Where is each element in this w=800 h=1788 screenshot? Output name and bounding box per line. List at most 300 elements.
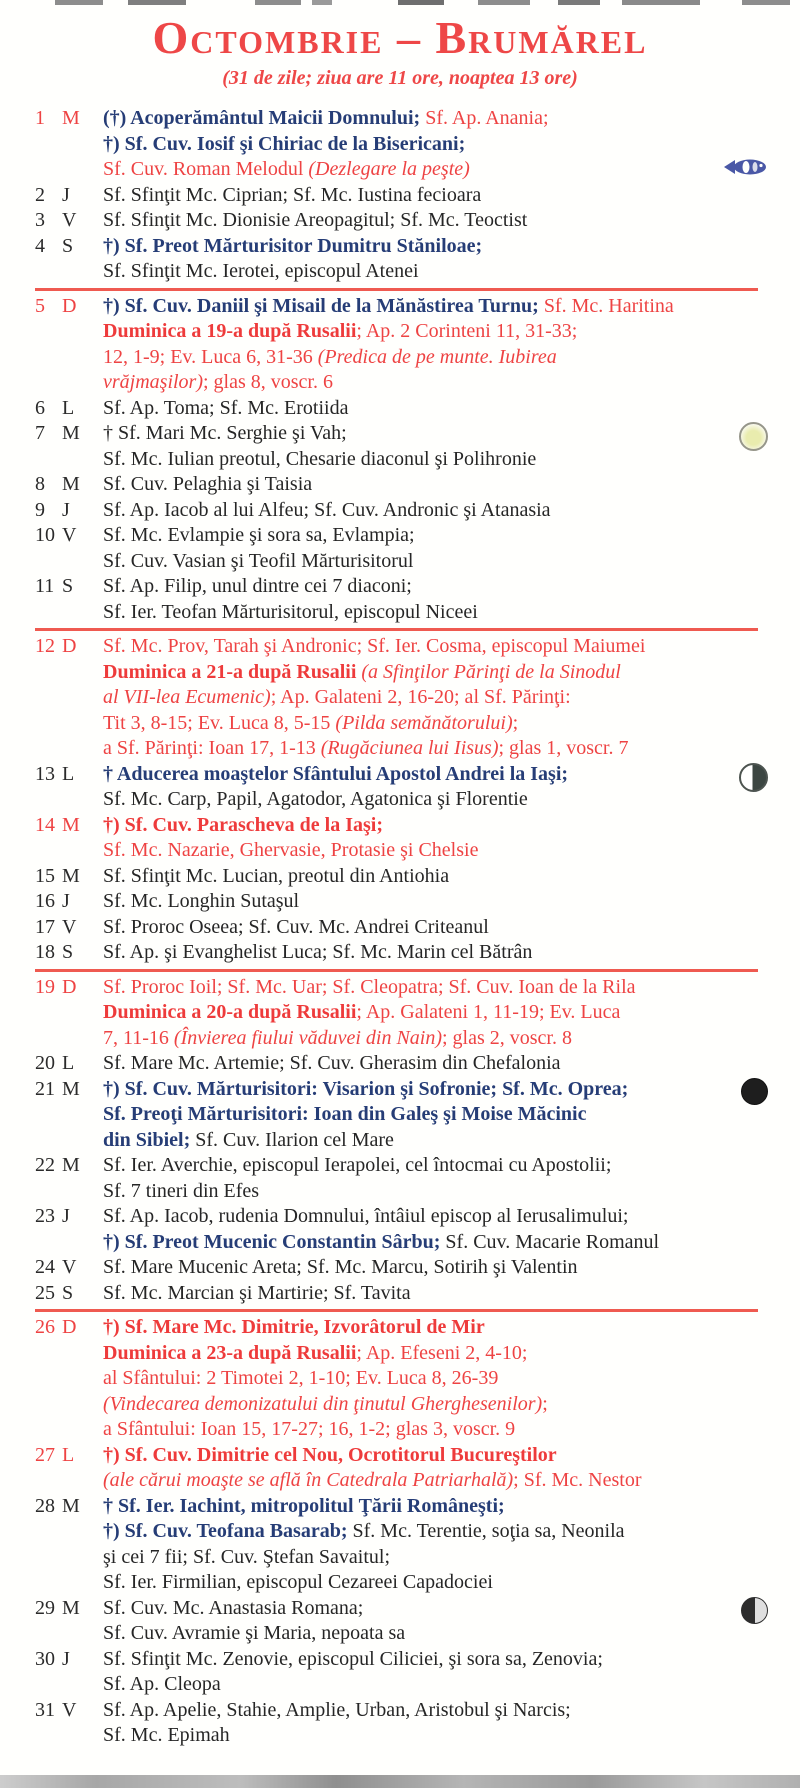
day-row — [0, 813, 800, 864]
day-of-week-letter: J — [62, 183, 70, 206]
day-entry-line — [103, 1366, 705, 1392]
day-of-week-letter: M — [62, 1077, 80, 1100]
day-entry-line — [103, 634, 705, 660]
sunday-separator — [35, 288, 758, 291]
day-number — [35, 523, 103, 574]
day-entry-line — [103, 1723, 705, 1749]
day-number — [35, 1153, 103, 1204]
entry-text: 7, 11-16 — [103, 1026, 174, 1049]
day-entry — [103, 1077, 800, 1154]
day-of-week-letter: M — [62, 422, 80, 444]
first-quarter-moon-icon — [741, 1597, 768, 1624]
entry-text: ; Sf. Mc. Nestor — [513, 1469, 642, 1491]
day-entry-line — [103, 889, 705, 915]
entry-text: Sf. Ap. Cleopa — [103, 1673, 221, 1695]
entry-text: a Sfântului: Ioan 15, 17-27; 16, 1-2; glas 3, voscr. 9 — [103, 1418, 516, 1440]
day-entry-line — [103, 208, 705, 234]
day-row — [0, 864, 800, 890]
day-entry — [103, 1315, 800, 1443]
entry-text: †) Sf. Preot Mucenic Constantin Sârbu; — [103, 1230, 446, 1253]
day-of-week-letter: V — [62, 1256, 77, 1278]
entry-text: Sf. Sfinţit Mc. Ciprian; Sf. Mc. Iustina fecioara — [103, 183, 482, 206]
entry-text: (Rugăciunea lui Iisus) — [320, 737, 499, 759]
entry-text: Sf. Ap. Toma; Sf. Mc. Erotiida — [103, 396, 349, 419]
entry-text: (a Sfinţilor Părinţi de la Sinodul — [361, 660, 621, 683]
day-number-value: 11 — [35, 575, 55, 597]
entry-text: †) Sf. Cuv. Dimitrie cel Nou, Ocrotitorul Bucureştilor — [103, 1443, 557, 1466]
full-moon-icon — [739, 422, 768, 451]
day-row — [0, 1596, 800, 1647]
day-entry — [103, 183, 800, 209]
entry-text: Sf. Mc. Marcian şi Martirie; Sf. Tavita — [103, 1281, 411, 1304]
day-entry-line — [103, 498, 705, 524]
entry-text: Sf. Cuv. Ilarion cel Mare — [195, 1128, 394, 1151]
day-entry — [103, 1443, 800, 1494]
entry-text: ; glas 8, voscr. 6 — [203, 371, 333, 393]
day-of-week-letter: M — [62, 1494, 80, 1517]
day-entry — [103, 1204, 800, 1255]
entry-text: Sf. Mc. Epimah — [103, 1724, 230, 1746]
entry-text: ; glas 1, voscr. 7 — [498, 737, 629, 759]
day-entry — [103, 1281, 800, 1307]
day-row — [0, 915, 800, 941]
day-of-week-letter: V — [62, 915, 77, 938]
day-of-week-letter: M — [62, 473, 80, 495]
day-number — [35, 396, 103, 422]
day-of-week-letter: D — [62, 975, 77, 998]
day-entry-line — [103, 660, 705, 686]
day-number — [35, 1596, 103, 1647]
day-entry-line — [103, 447, 705, 473]
day-row — [0, 889, 800, 915]
day-entry-line — [103, 1255, 705, 1281]
entry-text: Sf. Mc. Carp, Papil, Agatodor, Agatonica şi Florentie — [103, 788, 528, 810]
day-number-value: 28 — [35, 1494, 55, 1517]
entry-text: Sf. Mc. Iulian preotul, Chesarie diaconul şi Polihronie — [103, 447, 537, 470]
entry-text: Sf. Ier. Teofan Mărturisitorul, episcopul Niceei — [103, 600, 478, 623]
entry-text: (ale cărui moaşte se află în Catedrala Patriarhală) — [103, 1469, 514, 1491]
entry-text: ; — [512, 711, 519, 734]
day-of-week-letter: L — [62, 762, 75, 785]
entry-text: Sf. Ap. Anania; — [425, 107, 549, 129]
day-of-week-letter: M — [62, 864, 80, 887]
entry-text: Sf. Ier. Firmilian, episcopul Cezareei Capadociei — [103, 1571, 493, 1593]
day-entry-line — [103, 864, 705, 890]
day-row — [0, 574, 800, 625]
entry-text: †) Sf. Cuv. Parascheva de la Iaşi; — [103, 813, 383, 836]
entry-text: Duminica a 21-a după Rusalii — [103, 660, 362, 683]
sunday-separator — [35, 1309, 758, 1312]
day-entry-line — [103, 1000, 705, 1026]
day-row — [0, 498, 800, 524]
day-number-value: 30 — [35, 1647, 55, 1670]
day-number — [35, 1443, 103, 1494]
sunday-separator — [35, 969, 758, 972]
day-row — [0, 1494, 800, 1596]
day-entry — [103, 940, 800, 966]
day-entry — [103, 1698, 800, 1749]
day-number — [35, 234, 103, 285]
day-of-week-letter: M — [62, 813, 80, 836]
day-entry — [103, 1255, 800, 1281]
day-number-value: 20 — [35, 1052, 55, 1074]
day-entry-line — [103, 1128, 705, 1154]
entry-text: Sf. Mc. Evlampie şi sora sa, Evlampia; — [103, 524, 415, 546]
day-entry-line — [103, 1672, 705, 1698]
entry-text: 12, 1-9; Ev. Luca 6, 31-36 — [103, 345, 318, 368]
day-entry-line — [103, 1230, 705, 1256]
day-of-week-letter: L — [62, 1443, 75, 1466]
day-entry — [103, 523, 800, 574]
day-of-week-letter: S — [62, 575, 74, 597]
day-entry — [103, 396, 800, 422]
day-entry — [103, 421, 800, 472]
entry-text: ; Ap. Galateni 1, 11-19; Ev. Luca — [356, 1001, 621, 1023]
day-entry-line — [103, 1179, 705, 1205]
day-entry-line — [103, 1519, 705, 1545]
day-number — [35, 1315, 103, 1443]
day-number — [35, 1255, 103, 1281]
entry-text: Sf. Cuv. Mc. Anastasia Romana; — [103, 1596, 364, 1619]
day-row — [0, 294, 800, 396]
day-row — [0, 1443, 800, 1494]
day-row — [0, 1204, 800, 1255]
day-entry — [103, 1647, 800, 1698]
day-of-week-letter: D — [62, 1316, 77, 1338]
entry-text: †) Sf. Cuv. Mărturisitori: Visarion şi Sofronie; Sf. Mc. Oprea; — [103, 1077, 629, 1100]
day-entry — [103, 1153, 800, 1204]
day-entry-line — [103, 1545, 705, 1571]
day-row — [0, 472, 800, 498]
day-entry — [103, 234, 800, 285]
day-entry-line — [103, 294, 705, 320]
day-number — [35, 634, 103, 762]
day-entry-line — [103, 345, 705, 371]
day-number — [35, 1698, 103, 1749]
day-entry-line — [103, 549, 705, 575]
entry-text: Sf. Ap. Filip, unul dintre cei 7 diaconi; — [103, 575, 412, 597]
day-entry-line — [103, 915, 705, 941]
last-quarter-moon-icon — [739, 763, 768, 792]
day-number — [35, 762, 103, 813]
day-number — [35, 574, 103, 625]
entry-text: † Sf. Ier. Iachint, mitropolitul Ţării Româneşti; — [103, 1494, 505, 1517]
day-of-week-letter: V — [62, 1698, 77, 1721]
day-of-week-letter: J — [62, 498, 70, 521]
entry-text: Sf. Cuv. Avramie şi Maria, nepoata sa — [103, 1622, 406, 1644]
day-entry-line — [103, 762, 705, 788]
day-number-value: 10 — [35, 524, 55, 546]
day-number — [35, 294, 103, 396]
day-number — [35, 421, 103, 472]
day-number-value: 4 — [35, 234, 45, 257]
day-number — [35, 889, 103, 915]
day-of-week-letter: D — [62, 294, 77, 317]
entry-text: Sf. Sfinţit Mc. Lucian, preotul din Antiohia — [103, 864, 450, 887]
day-row — [0, 1315, 800, 1443]
day-entry-line — [103, 1077, 705, 1103]
day-entry — [103, 294, 800, 396]
entry-text: Sf. Cuv. Vasian şi Teofil Mărturisitorul — [103, 549, 414, 572]
entry-text: Sf. Sfinţit Mc. Dionisie Areopagitul; Sf. Mc. Teoctist — [103, 209, 528, 231]
day-number — [35, 915, 103, 941]
day-entry-line — [103, 975, 705, 1001]
entry-text: Sf. Mc. Haritina — [543, 294, 674, 317]
scan-artifact-bottom — [0, 1775, 800, 1788]
day-entry-line — [103, 396, 705, 422]
day-number — [35, 1281, 103, 1307]
day-number-value: 21 — [35, 1077, 55, 1100]
day-entry-line — [103, 183, 705, 209]
day-entry-line — [103, 1570, 705, 1596]
day-of-week-letter: J — [62, 1647, 70, 1670]
entry-text: †) Sf. Cuv. Daniil şi Misail de la Mănăstirea Turnu; — [103, 294, 544, 317]
day-entry — [103, 574, 800, 625]
day-row — [0, 1698, 800, 1749]
day-row — [0, 1051, 800, 1077]
entry-text: ; Ap. Galateni 2, 16-20; al Sf. Părinţi: — [270, 686, 571, 708]
day-number-value: 24 — [35, 1256, 55, 1278]
day-entry-line — [103, 813, 705, 839]
day-entry-line — [103, 421, 705, 447]
entry-text: Sf. Cuv. Pelaghia şi Taisia — [103, 473, 313, 495]
day-entry — [103, 975, 800, 1052]
entry-text: Sf. Mc. Longhin Sutaşul — [103, 890, 300, 912]
entry-text: †) Sf. Cuv. Iosif şi Chiriac de la Bisericani; — [103, 132, 466, 155]
day-row — [0, 762, 800, 813]
day-entry-line — [103, 1647, 705, 1673]
entry-text: Tit 3, 8-15; Ev. Luca 8, 5-15 — [103, 711, 336, 734]
day-number-value: 15 — [35, 864, 55, 887]
day-entry-line — [103, 1443, 705, 1469]
day-number-value: 16 — [35, 890, 55, 912]
sunday-separator — [35, 628, 758, 631]
day-number — [35, 1051, 103, 1077]
entry-text: †) Sf. Mare Mc. Dimitrie, Izvorâtorul de Mir — [103, 1316, 485, 1338]
entry-text: ; — [542, 1392, 548, 1415]
day-row — [0, 1255, 800, 1281]
day-number — [35, 498, 103, 524]
day-entry-line — [103, 1417, 705, 1443]
day-entry-line — [103, 234, 705, 260]
entry-text: (Vindecarea demonizatului din ţinutul Gherghesenilor) — [103, 1392, 543, 1415]
entry-text: Sf. Sfinţit Mc. Zenovie, episcopul Ciliciei, şi sora sa, Zenovia; — [103, 1647, 603, 1670]
entry-text: ; Ap. Efeseni 2, 4-10; — [356, 1341, 528, 1364]
entry-text: Sf. Proroc Oseea; Sf. Cuv. Mc. Andrei Criteanul — [103, 915, 489, 938]
entry-text: Sf. Ap. Iacob, rudenia Domnului, întâiul episcop al Ierusalimului; — [103, 1205, 629, 1227]
day-row — [0, 523, 800, 574]
day-number-value: 23 — [35, 1205, 55, 1227]
day-entry-line — [103, 736, 705, 762]
day-of-week-letter: L — [62, 396, 75, 419]
day-number — [35, 864, 103, 890]
day-row — [0, 1647, 800, 1698]
entry-text: Duminica a 23-a după Rusalii — [103, 1341, 357, 1364]
day-entry — [103, 634, 800, 762]
day-number-value: 31 — [35, 1698, 55, 1721]
day-entry-line — [103, 711, 705, 737]
day-row — [0, 1077, 800, 1154]
day-entry-line — [103, 472, 705, 498]
day-entry-line — [103, 106, 705, 132]
day-entry-line — [103, 1621, 705, 1647]
day-of-week-letter: D — [62, 635, 77, 657]
day-row — [0, 106, 800, 183]
entry-text: al Sfântului: 2 Timotei 2, 1-10; Ev. Luca 8, 26-39 — [103, 1367, 499, 1389]
day-entry-line — [103, 685, 705, 711]
day-entry-line — [103, 1468, 705, 1494]
day-number-value: 27 — [35, 1443, 55, 1466]
day-of-week-letter: S — [62, 941, 74, 963]
day-entry-line — [103, 1102, 705, 1128]
fish-icon — [722, 158, 768, 176]
day-entry-line — [103, 1281, 705, 1307]
entry-text: Sf. 7 tineri din Efes — [103, 1179, 260, 1202]
day-of-week-letter: J — [62, 1205, 70, 1227]
day-number-value: 13 — [35, 762, 55, 785]
day-number-value: 3 — [35, 209, 45, 231]
day-number — [35, 1494, 103, 1596]
day-row — [0, 234, 800, 285]
entry-text: (†) Acoperământul Maicii Domnului; — [103, 107, 426, 129]
day-row — [0, 634, 800, 762]
day-number-value: 1 — [35, 107, 45, 129]
day-entry — [103, 813, 800, 864]
month-title: Octombrie – Brumărel — [152, 12, 648, 63]
entry-text: al VII-lea Ecumenic) — [103, 686, 271, 708]
day-entry — [103, 1051, 800, 1077]
entry-text: Sf. Mc. Prov, Tarah şi Andronic; Sf. Ier. Cosma, episcopul Maiumei — [103, 635, 646, 657]
entry-text: Sf. Ap. şi Evanghelist Luca; Sf. Mc. Marin cel Bătrân — [103, 941, 533, 963]
entry-text: (Dezlegare la peşte) — [308, 158, 470, 180]
day-number-value: 12 — [35, 635, 55, 657]
day-number — [35, 106, 103, 183]
day-entry — [103, 208, 800, 234]
day-entry-line — [103, 132, 705, 158]
month-header — [0, 0, 800, 90]
day-of-week-letter: M — [62, 1154, 80, 1176]
day-entry-line — [103, 1315, 705, 1341]
day-entry-line — [103, 1026, 705, 1052]
entry-text: ; glas 2, voscr. 8 — [442, 1026, 572, 1049]
entry-text: Sf. Mare Mucenic Areta; Sf. Mc. Marcu, Sotirih şi Valentin — [103, 1256, 578, 1278]
day-entry-line — [103, 787, 705, 813]
day-entry-line — [103, 370, 705, 396]
entry-text: din Sibiel; — [103, 1128, 196, 1151]
day-of-week-letter: V — [62, 524, 77, 546]
day-entry-line — [103, 1204, 705, 1230]
day-of-week-letter: M — [62, 1596, 80, 1619]
day-entry-line — [103, 1596, 705, 1622]
entry-text: Duminica a 20-a după Rusalii — [103, 1001, 357, 1023]
day-entry — [103, 915, 800, 941]
day-number — [35, 472, 103, 498]
entry-text: Sf. Mc. Terentie, soţia sa, Neonila — [347, 1520, 625, 1542]
entry-text: Sf. Ier. Averchie, episcopul Ierapolei, cel întocmai cu Apostolii; — [103, 1154, 612, 1176]
day-of-week-letter: S — [62, 234, 74, 257]
day-entry-line — [103, 157, 705, 183]
entry-text: ; Ap. 2 Corinteni 11, 31-33; — [356, 320, 578, 342]
entry-text: (Învierea fiului văduvei din Nain) — [173, 1026, 442, 1049]
day-entry — [103, 472, 800, 498]
day-of-week-letter: V — [62, 209, 77, 231]
entry-text: Sf. Mare Mc. Artemie; Sf. Cuv. Gherasim din Chefalonia — [103, 1052, 561, 1074]
day-number — [35, 183, 103, 209]
day-of-week-letter: J — [62, 890, 70, 912]
day-row — [0, 1281, 800, 1307]
day-number-value: 29 — [35, 1596, 55, 1619]
day-entry-line — [103, 1698, 705, 1724]
entry-text: Duminica a 19-a după Rusalii — [103, 320, 357, 342]
calendar-days — [0, 90, 800, 1749]
day-entry-line — [103, 838, 705, 864]
entry-text: (Pilda semănătorului) — [335, 711, 513, 734]
day-number-value: 6 — [35, 396, 45, 419]
day-of-week-letter: M — [62, 107, 80, 129]
day-entry-line — [103, 1153, 705, 1179]
entry-text: Sf. Preoţi Mărturisitori: Ioan din Galeş şi Moise Măcinic — [103, 1103, 587, 1125]
entry-text: Sf. Cuv. Roman Melodul — [103, 158, 309, 180]
day-entry — [103, 498, 800, 524]
day-entry-line — [103, 1494, 705, 1520]
day-entry-line — [103, 574, 705, 600]
new-moon-icon — [741, 1078, 768, 1105]
entry-text: Sf. Ap. Apelie, Stahie, Amplie, Urban, Aristobul şi Narcis; — [103, 1698, 571, 1721]
entry-text: Sf. Ap. Iacob al lui Alfeu; Sf. Cuv. Andronic şi Atanasia — [103, 498, 551, 521]
day-number-value: 8 — [35, 473, 45, 495]
entry-text: †) Sf. Cuv. Teofana Basarab; — [103, 1520, 348, 1542]
entry-text: vrăjmaşilor) — [103, 371, 203, 393]
entry-text: Sf. Sfinţit Mc. Ierotei, episcopul Atenei — [103, 260, 419, 282]
day-number — [35, 813, 103, 864]
entry-text: Sf. Mc. Nazarie, Ghervasie, Protasie şi Chelsie — [103, 839, 479, 861]
day-number — [35, 940, 103, 966]
entry-text: Sf. Proroc Ioil; Sf. Mc. Uar; Sf. Cleopatra; Sf. Cuv. Ioan de la Rila — [103, 975, 636, 998]
day-number — [35, 1077, 103, 1154]
day-entry-line — [103, 1341, 705, 1367]
day-number-value: 22 — [35, 1154, 55, 1176]
day-entry-line — [103, 319, 705, 345]
day-number-value: 17 — [35, 915, 55, 938]
day-entry — [103, 864, 800, 890]
day-entry-line — [103, 1051, 705, 1077]
day-number-value: 25 — [35, 1281, 55, 1304]
day-entry-line — [103, 600, 705, 626]
day-of-week-letter: S — [62, 1281, 74, 1304]
day-row — [0, 940, 800, 966]
day-entry — [103, 762, 800, 813]
day-number-value: 18 — [35, 941, 55, 963]
day-of-week-letter: L — [62, 1052, 75, 1074]
day-row — [0, 183, 800, 209]
day-number-value: 7 — [35, 422, 45, 444]
entry-text: (Predica de pe munte. Iubirea — [317, 345, 557, 368]
day-number-value: 5 — [35, 294, 45, 317]
entry-text: a Sf. Părinţi: Ioan 17, 1-13 — [103, 737, 321, 759]
day-entry — [103, 889, 800, 915]
day-entry-line — [103, 523, 705, 549]
entry-text: †) Sf. Preot Mărturisitor Dumitru Stăniloae; — [103, 234, 483, 257]
entry-text: † Sf. Mari Mc. Serghie şi Vah; — [103, 422, 347, 444]
day-number — [35, 1647, 103, 1698]
day-entry — [103, 106, 800, 183]
day-number-value: 14 — [35, 813, 55, 836]
day-number-value: 26 — [35, 1316, 55, 1338]
day-row — [0, 396, 800, 422]
day-entry-line — [103, 940, 705, 966]
day-number-value: 2 — [35, 183, 45, 206]
day-entry — [103, 1494, 800, 1596]
